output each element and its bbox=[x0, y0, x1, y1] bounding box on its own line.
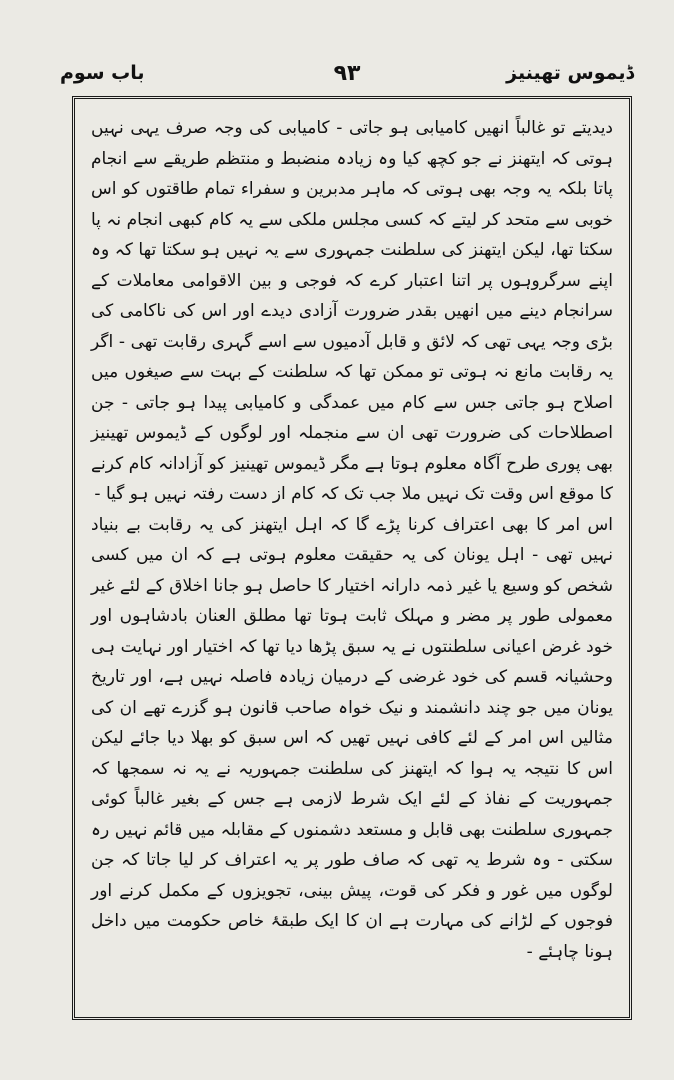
paragraph-2: اس امر کا بھی اعتراف کرنا پڑے گا کہ اہل ایتھنز کی یہ رقابت بے بنیاد نہیں تھی - اہل یونان کی یہ حقیقت معلوم ہوتی ہے کہ ان میں کسی شخص کو وسیع یا غیر ذمہ دارانہ اختیار کا حاصل ہو جانا اخلاق کے لئے غیر معمولی طور پر مضر و مہلک ثابت ہوتا تھا مطلق العنان بادشاہوں اور خود غرض اعیانی سلطنتوں نے یہ سبق پڑھا دیا تھا کہ اختیار اور نہایت ہی وحشیانہ قسم کی خود غرضی کے درمیان زیادہ فاصلہ نہیں ہے، اور تاریخ یونان میں جو چند دانشمند و نیک خواہ صاحب قانون ہو گزرے تھے ان کی مثالیں اس امر کے لئے کافی نہیں تھیں کہ اس سبق کو بھلا دیا جائے لیکن اس کا نتیجہ یہ ہوا کہ ایتھنز کی سلطنت جمہوریہ نے یہ نہ سمجھا کہ جمہوریت کے نفاذ کے لئے ایک شرط لازمی ہے جس کے بغیر غالباً کوئی جمہوری سلطنت بھی قابل و مستعد دشمنوں کے مقابلہ میں قائم نہیں رہ سکتی - وہ شرط یہ تھی کہ صاف طور پر یہ اعتراف کر لیا جاتا کہ جن لوگوں میں غور و فکر کی قوت، پیش بینی، تجویزوں کے مکمل کرنے اور فوجوں کے لڑانے کی مہارت ہے ان کا ایک طبقۂ خاص حکومت میں داخل ہونا چاہئے - bbox=[91, 514, 613, 962]
paragraph-1: دیدیتے تو غالباً انھیں کامیابی ہو جاتی - کامیابی کی وجہ صرف یہی نہیں ہوتی کہ ایتھنز نے جو کچھ کیا وہ زیادہ منضبط و منتظم طریقے سے انجام پاتا بلکہ یہ وجہ بھی ہوتی کہ ماہر مدبرین و سفراء تمام طاقتوں کو اس خوبی سے متحد کر لیتے کہ کسی مجلس ملکی سے یہ کام کبھی انجام نہ پا سکتا تھا، لیکن ایتھنز کی سلطنت جمہوری سے یہ نہیں ہو سکتا تھا کہ وہ اپنے سرگروہوں پر اتنا اعتبار کرے کہ فوجی و بین الاقوامی معاملات کے سرانجام دینے میں انھیں بقدر ضرورت آزادی دیدے اور اس کی ناکامی کی بڑی وجہ یہی تھی کہ لائق و قابل آدمیوں سے اسے گہری رقابت تھی - اگر یہ رقابت مانع نہ ہوتی تو ممکن تھا کہ سلطنت کے بہت سے صیغوں میں اصلاح ہو جاتی جس سے کام میں عمدگی و کامیابی پیدا ہو جاتی - جن اصطلاحات کی ضرورت تھی ان سے منجملہ اور لوگوں کے ڈیموس تھینیز بھی پوری طرح آگاہ معلوم ہوتا ہے مگر ڈیموس تھینیز کو آزادانہ کام کرنے کا موقع اس وقت تک نہیں ملا جب تک کہ کام از دست رفتہ نہیں ہو گیا - bbox=[91, 118, 613, 504]
running-head bbox=[60, 56, 634, 90]
running-head-title: ڈیموس تھینیز bbox=[506, 62, 634, 84]
text-frame-border bbox=[72, 96, 632, 1020]
page-number: ۹۳ bbox=[333, 60, 361, 86]
body-text bbox=[91, 113, 613, 967]
running-head-chapter: باب سوم bbox=[60, 62, 145, 84]
